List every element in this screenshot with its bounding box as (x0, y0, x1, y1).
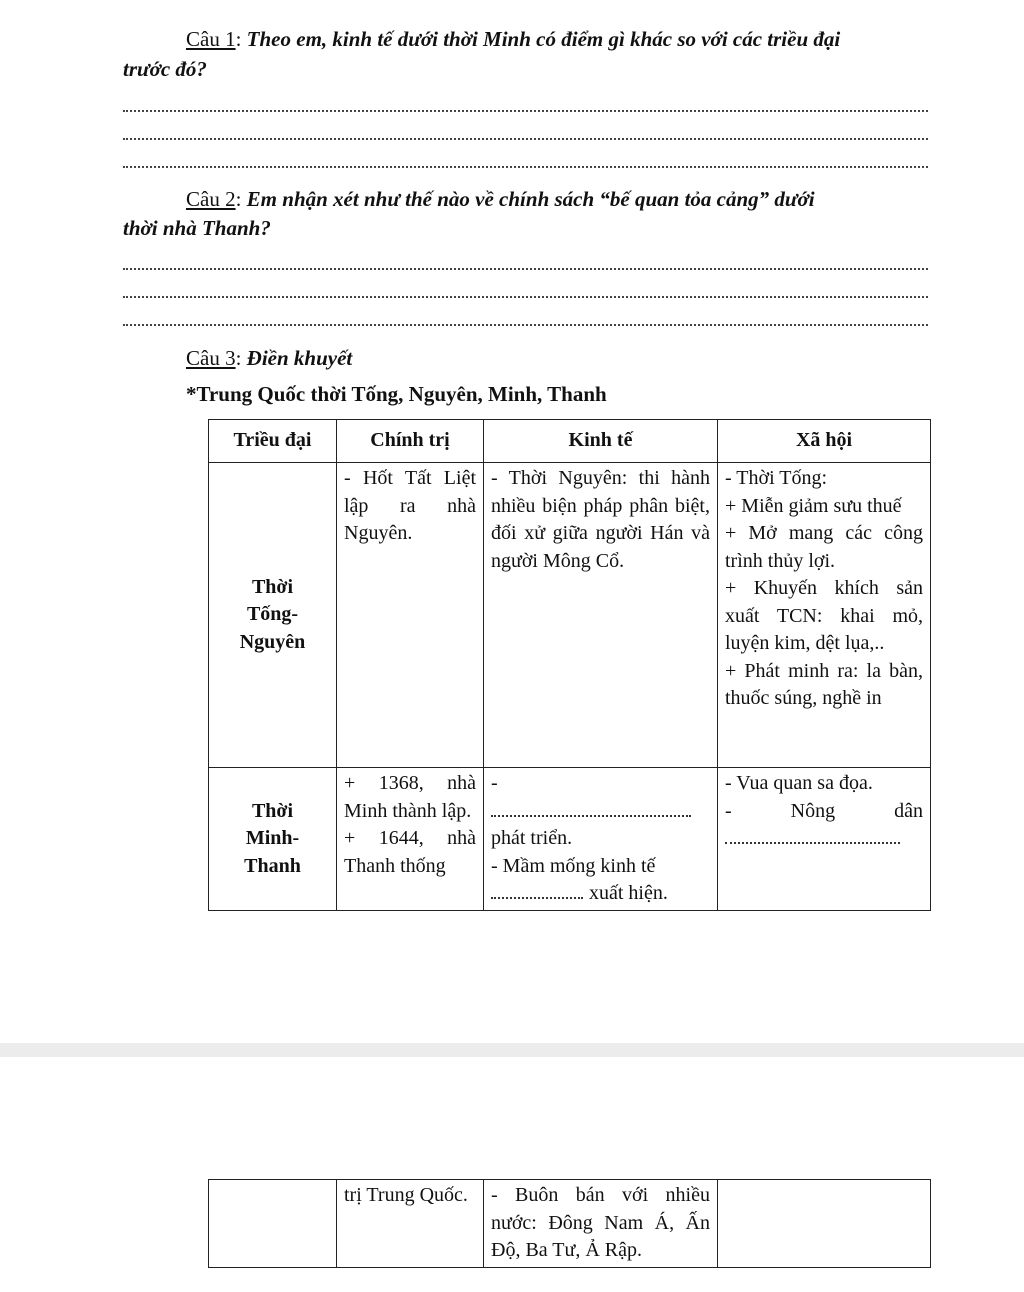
politics-cell: trị Trung Quốc. (337, 1180, 484, 1268)
answer-line[interactable] (123, 166, 928, 168)
question-1-sep: : (235, 27, 247, 51)
header-politics: Chính trị (337, 420, 484, 463)
dynasty-label: Minh- (245, 827, 300, 849)
dynasty-cell (209, 463, 337, 768)
society-item (725, 798, 923, 826)
question-2-sep: : (235, 187, 247, 211)
header-dynasty: Triều đại (209, 420, 337, 463)
dynasty-label: Thời (251, 575, 294, 598)
table-row (209, 768, 931, 911)
dynasty-label: Thanh (244, 854, 301, 877)
fill-blank[interactable] (491, 883, 583, 899)
question-2-text-line2: thời nhà Thanh? (123, 216, 271, 240)
answer-line[interactable] (123, 138, 928, 140)
answer-line[interactable] (123, 268, 928, 270)
question-3 (186, 344, 352, 372)
dynasty-cell (209, 768, 337, 911)
economy-blank-line[interactable] (491, 798, 710, 826)
table-row (209, 463, 931, 768)
economy-text: - (491, 772, 498, 794)
table-row (209, 1180, 931, 1268)
economy-text: xuất hiện. (589, 882, 668, 904)
question-1 (186, 25, 840, 53)
answer-line[interactable] (123, 296, 928, 298)
politics-item: + 1644, nhà Thanh thống (344, 827, 476, 877)
society-item: + Mở mang các công trình thủy lợi. (725, 522, 923, 572)
answer-line[interactable] (123, 110, 928, 112)
society-blank-line[interactable] (725, 825, 923, 853)
economy-blank-line-2 (491, 880, 710, 908)
society-word: Nông (790, 799, 836, 822)
society-word: - (725, 799, 732, 822)
question-1-number: Câu 1 (186, 27, 236, 51)
header-economy: Kinh tế (484, 420, 718, 463)
politics-cell: - Hốt Tất Liệt lập ra nhà Nguyên. (337, 463, 484, 768)
question-1-text-line2: trước đó? (123, 57, 207, 81)
question-3-text: Điền khuyết (246, 346, 353, 370)
economy-cell: - Thời Nguyên: thi hành nhiều biện pháp phân biệt, đối xử giữa người Hán và người Mông Cổ. (484, 463, 718, 768)
society-cell (718, 463, 931, 768)
society-item: + Khuyến khích sản xuất TCN: khai mỏ, luyện kim, dệt lụa,.. (725, 577, 923, 654)
answer-line[interactable] (123, 324, 928, 326)
dynasty-label: Nguyên (239, 630, 306, 653)
dynasty-table-continued (208, 1179, 931, 1268)
dynasty-table (208, 419, 931, 911)
question-1-text: Theo em, kinh tế dưới thời Minh có điểm gì khác so với các triều đại (246, 27, 841, 51)
table-heading: *Trung Quốc thời Tống, Nguyên, Minh, Thanh (186, 382, 607, 406)
society-word: dân (894, 799, 923, 822)
question-2-continued (123, 214, 271, 242)
page-separator (0, 1043, 1024, 1057)
society-item: + Miễn giảm sưu thuế (725, 494, 902, 517)
dynasty-label: Thời (251, 799, 294, 822)
politics-cell (337, 768, 484, 911)
economy-cell: - Buôn bán với nhiều nước: Đông Nam Á, Ấn Độ, Ba Tư, Ả Rập. (484, 1180, 718, 1268)
economy-cell (484, 768, 718, 911)
society-item: + Phát minh ra: la bàn, thuốc súng, nghề in (725, 659, 923, 709)
society-item: - Vua quan sa đọa. (725, 772, 873, 794)
society-cell (718, 1180, 931, 1268)
politics-item: + 1368, nhà Minh thành lập. (344, 772, 476, 822)
economy-text: phát triển. (491, 827, 573, 849)
society-cell (718, 768, 931, 911)
fill-blank[interactable] (491, 801, 691, 817)
table-header-row (209, 420, 931, 463)
question-2-number: Câu 2 (186, 187, 236, 211)
question-1-continued (123, 55, 207, 83)
question-3-number: Câu 3 (186, 346, 236, 370)
header-society: Xã hội (718, 420, 931, 463)
society-item: - Thời Tống: (725, 467, 828, 489)
fill-blank[interactable] (725, 828, 900, 844)
question-3-sep: : (235, 346, 247, 370)
question-2-text: Em nhận xét như thế nào về chính sách “bế quan tỏa cảng” dưới (246, 187, 815, 211)
question-2 (186, 185, 815, 213)
dynasty-label: Tống- (246, 603, 299, 626)
economy-text: - Mầm mống kinh tế (491, 854, 656, 877)
dynasty-cell (209, 1180, 337, 1268)
